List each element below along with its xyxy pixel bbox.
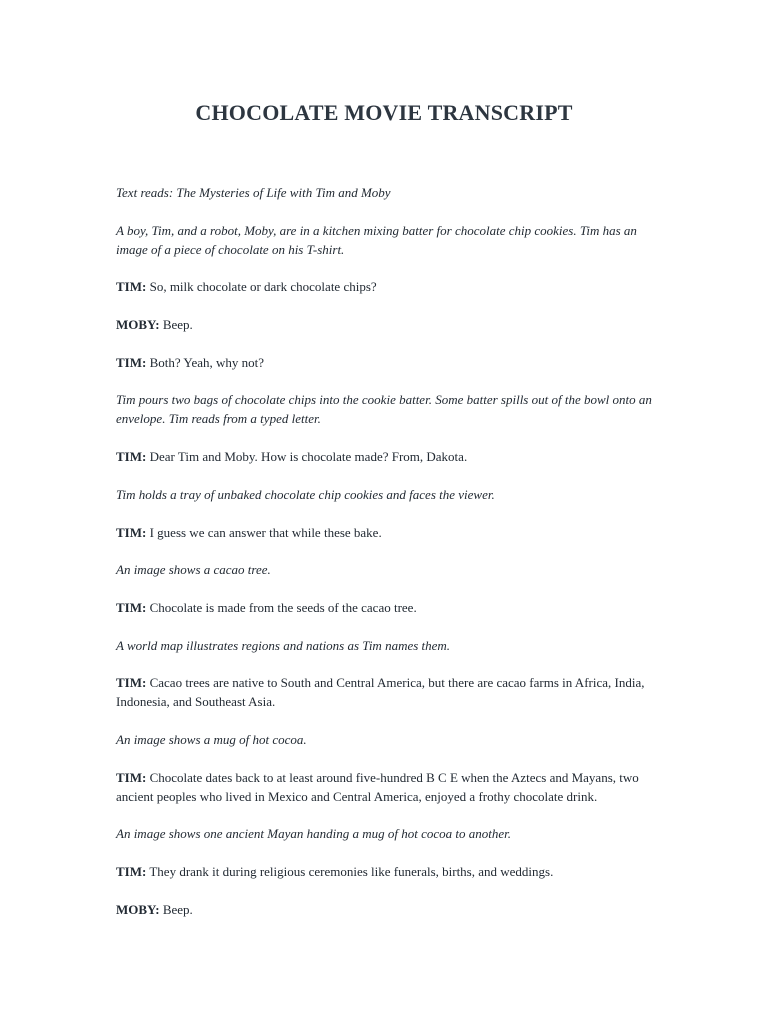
dialogue-line [116,277,656,296]
dialogue-text: Both? Yeah, why not? [146,354,265,370]
stage-direction [116,390,656,428]
dialogue-line [116,900,656,919]
speaker-name: MOBY: [116,901,160,917]
direction-text: Tim pours two bags of chocolate chips into the cookie batter. Some batter spills out of the bowl onto an envelope. Tim reads from a typed letter. [116,392,652,427]
speaker-name: TIM: [116,864,147,879]
speaker-name: TIM: [116,449,147,465]
dialogue-text: They drank it during religious ceremonies like funerals, births, and weddings. [146,864,554,879]
document-title: CHOCOLATE MOVIE TRANSCRIPT [195,100,573,125]
speaker-name: TIM: [116,769,147,785]
stage-direction [116,221,656,259]
stage-direction [116,824,656,843]
transcript-body [116,183,656,937]
dialogue-text: So, milk chocolate or dark chocolate chips? [146,279,377,295]
dialogue-text: Beep. [159,317,193,333]
dialogue-line [116,768,656,806]
stage-direction [116,560,656,579]
dialogue-line [116,447,656,466]
dialogue-text: Chocolate dates back to at least around five-hundred B C E when the Aztecs and Mayans, two ancient peoples who lived in Mexico and Central America, enjoyed a frothy chocolate drink. [116,769,639,804]
speaker-name: TIM: [116,524,147,540]
dialogue-text: Cacao trees are native to South and Central America, but there are cacao farms in Africa, India, Indonesia, and Southeast Asia. [116,675,645,710]
stage-direction [116,485,656,504]
direction-text: Text reads: The Mysteries of Life with Tim and Moby [116,185,391,200]
dialogue-text: Dear Tim and Moby. How is chocolate made? From, Dakota. [146,449,468,465]
speaker-name: TIM: [116,675,147,691]
dialogue-line [116,315,656,334]
speaker-name: TIM: [116,599,147,615]
dialogue-line [116,673,656,711]
direction-text: A world map illustrates regions and nations as Tim names them. [116,637,451,653]
stage-direction [116,730,656,749]
stage-direction [116,636,656,655]
dialogue-line [116,523,656,542]
direction-text: An image shows a mug of hot cocoa. [116,731,307,747]
direction-text: A boy, Tim, and a robot, Moby, are in a kitchen mixing batter for chocolate chip cookies. Tim has an image of a piece of chocolate on his T-shirt. [116,222,637,257]
dialogue-text: Chocolate is made from the seeds of the cacao tree. [146,599,417,615]
direction-text: Tim holds a tray of unbaked chocolate chip cookies and faces the viewer. [116,486,495,502]
direction-text: An image shows a cacao tree. [116,562,271,578]
dialogue-line [116,353,656,372]
dialogue-line [116,862,656,881]
speaker-name: TIM: [116,354,147,370]
speaker-name: TIM: [116,279,147,295]
dialogue-text: Beep. [159,901,193,917]
stage-direction [116,183,656,202]
dialogue-line [116,598,656,617]
speaker-name: MOBY: [116,317,160,333]
dialogue-text: I guess we can answer that while these bake. [146,524,382,540]
direction-text: An image shows one ancient Mayan handing a mug of hot cocoa to another. [116,826,512,842]
